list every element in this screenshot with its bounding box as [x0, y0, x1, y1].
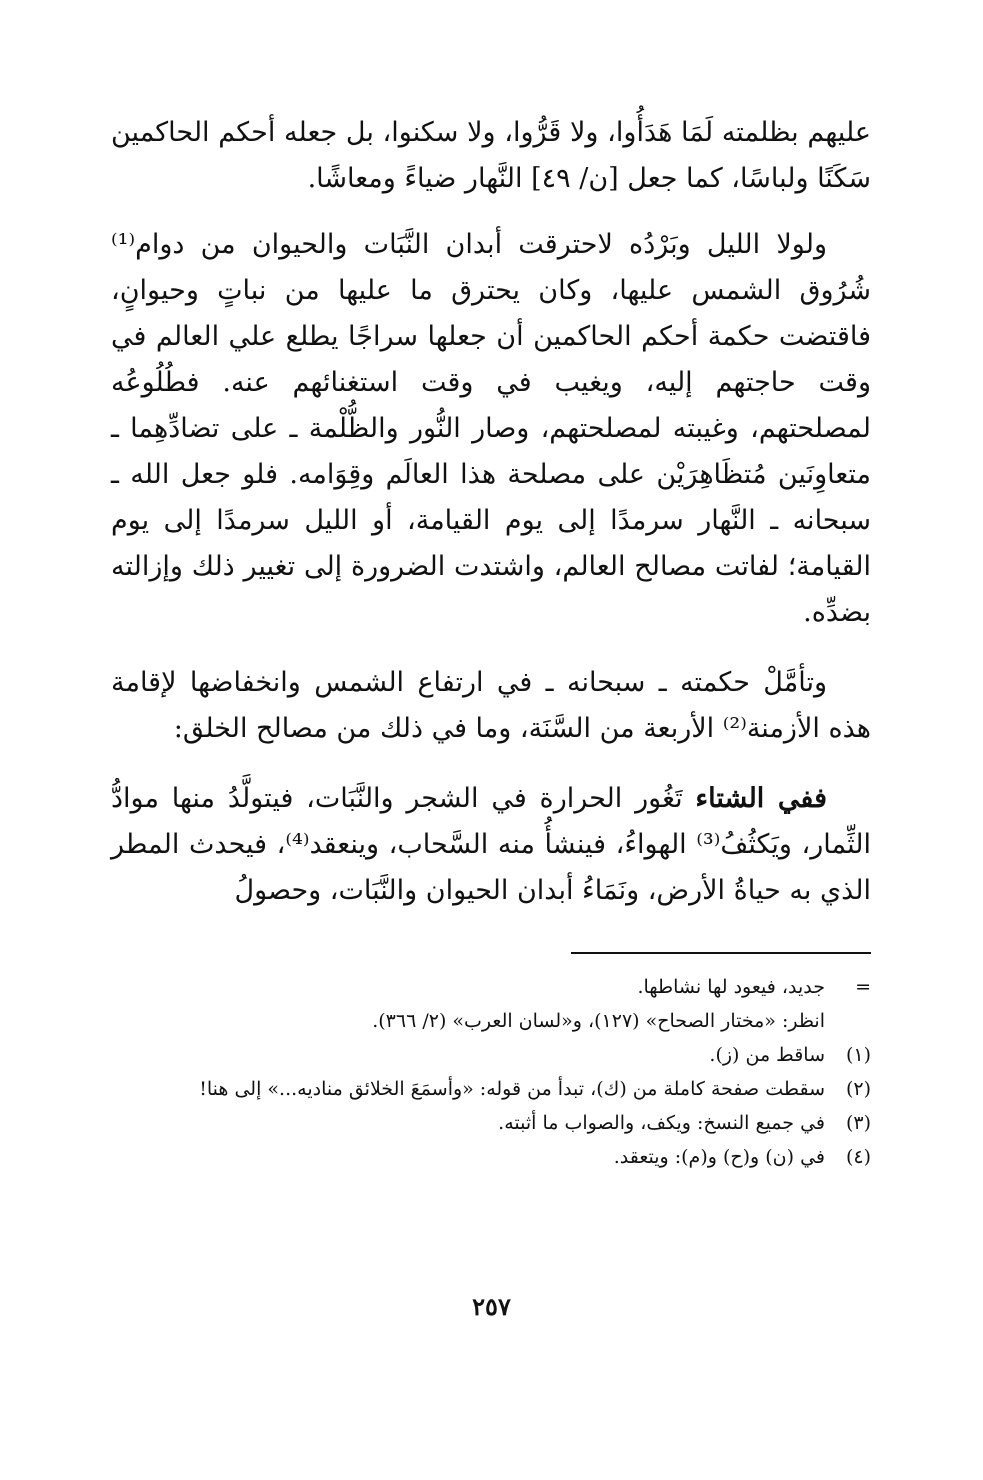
page-body	[111, 110, 871, 1176]
footnote-number: (٤)	[845, 1146, 871, 1168]
footnote-2	[111, 1074, 871, 1104]
paragraph-4	[111, 776, 871, 914]
footnote-number: (٣)	[845, 1112, 871, 1134]
footnote-3	[111, 1108, 871, 1138]
footnote-divider	[571, 952, 871, 954]
footnotes	[111, 972, 871, 1172]
footnote-continuation	[111, 972, 871, 1002]
paragraph-4-text: تَغُور الحرارة في الشجر والنَّبَات، فيتولَّدُ منها موادُّ الثِّمار، ويَكثُفُ⁽³⁾ الهواءُ، فينشأُ منه السَّحاب، وينعقد⁽⁴⁾، فيحدث المطر الذي به حياةُ الأرض، ونَمَاءُ أبدان الحيوان والنَّبَات، وحصولُ	[111, 783, 872, 906]
page-number: ٢٥٧	[472, 1292, 511, 1321]
continuation-line-2: انظر: «مختار الصحاح» (١٢٧)، و«لسان العرب» (٢/ ٣٦٦).	[372, 1010, 825, 1032]
footnote-4	[111, 1142, 871, 1172]
footnote-text: في جميع النسخ: ويكف، والصواب ما أثبته.	[498, 1112, 825, 1134]
continuation-marker: =	[855, 976, 871, 998]
main-text	[111, 110, 871, 914]
footnote-text: ساقط من (ز).	[709, 1044, 825, 1066]
footnote-number: (٢)	[845, 1078, 871, 1100]
paragraph-2: ولولا الليل وبَرْدُه لاحترقت أبدان النَّبَات والحيوان من دوام⁽¹⁾ شُرُوق الشمس عليها، وكان يحترق ما عليها من نباتٍ وحيوانٍ، فاقتضت حكمة أحكم الحاكمين أن جعلها سراجًا يطلع علي العالم في وقت حاجتهم إليه، ويغيب في وقت استغنائهم عنه. فطُلُوعُه لمصلحتهم، وغيبته لمصلحتهم، وصار النُّور والظُّلْمة ـ على تضادِّهِما ـ متعاوِنَين مُتظَاهِرَيْن على مصلحة هذا العالَم وقِوَامه. فلو جعل الله ـ سبحانه ـ النَّهار سرمدًا إلى يوم القيامة، أو الليل سرمدًا إلى يوم القيامة؛ لفاتت مصالح العالم، واشتدت الضرورة إلى تغيير ذلك وإزالته بضدِّه.	[111, 229, 872, 628]
paragraph-3: وتأمَّلْ حكمته ـ سبحانه ـ في ارتفاع الشمس وانخفاضها لإقامة هذه الأزمنة⁽²⁾ الأربعة من السَّنَة، وما في ذلك من مصالح الخلق:	[111, 667, 871, 744]
footnote-number: (١)	[845, 1044, 871, 1066]
footnote-text: سقطت صفحة كاملة من (ك)، تبدأ من قوله: «وأسمَعَ الخلائق مناديه...» إلى هنا!	[199, 1078, 825, 1100]
paragraph-4-heading: ففي الشتاء	[695, 783, 827, 814]
footnote-continuation-2	[111, 1006, 871, 1036]
continuation-line-1: جديد، فيعود لها نشاطها.	[637, 976, 825, 998]
footnote-1	[111, 1040, 871, 1070]
footnote-text: في (ن) و(ح) و(م): ويتعقد.	[613, 1146, 825, 1168]
paragraph-1: عليهم بظلمته لَمَا هَدَأُوا، ولا قَرُّوا، ولا سكنوا، بل جعله أحكم الحاكمين سَكَنًا ولباسًا، كما جعل [ن/ ٤٩] النَّهار ضياءً ومعاشًا.	[111, 117, 871, 194]
